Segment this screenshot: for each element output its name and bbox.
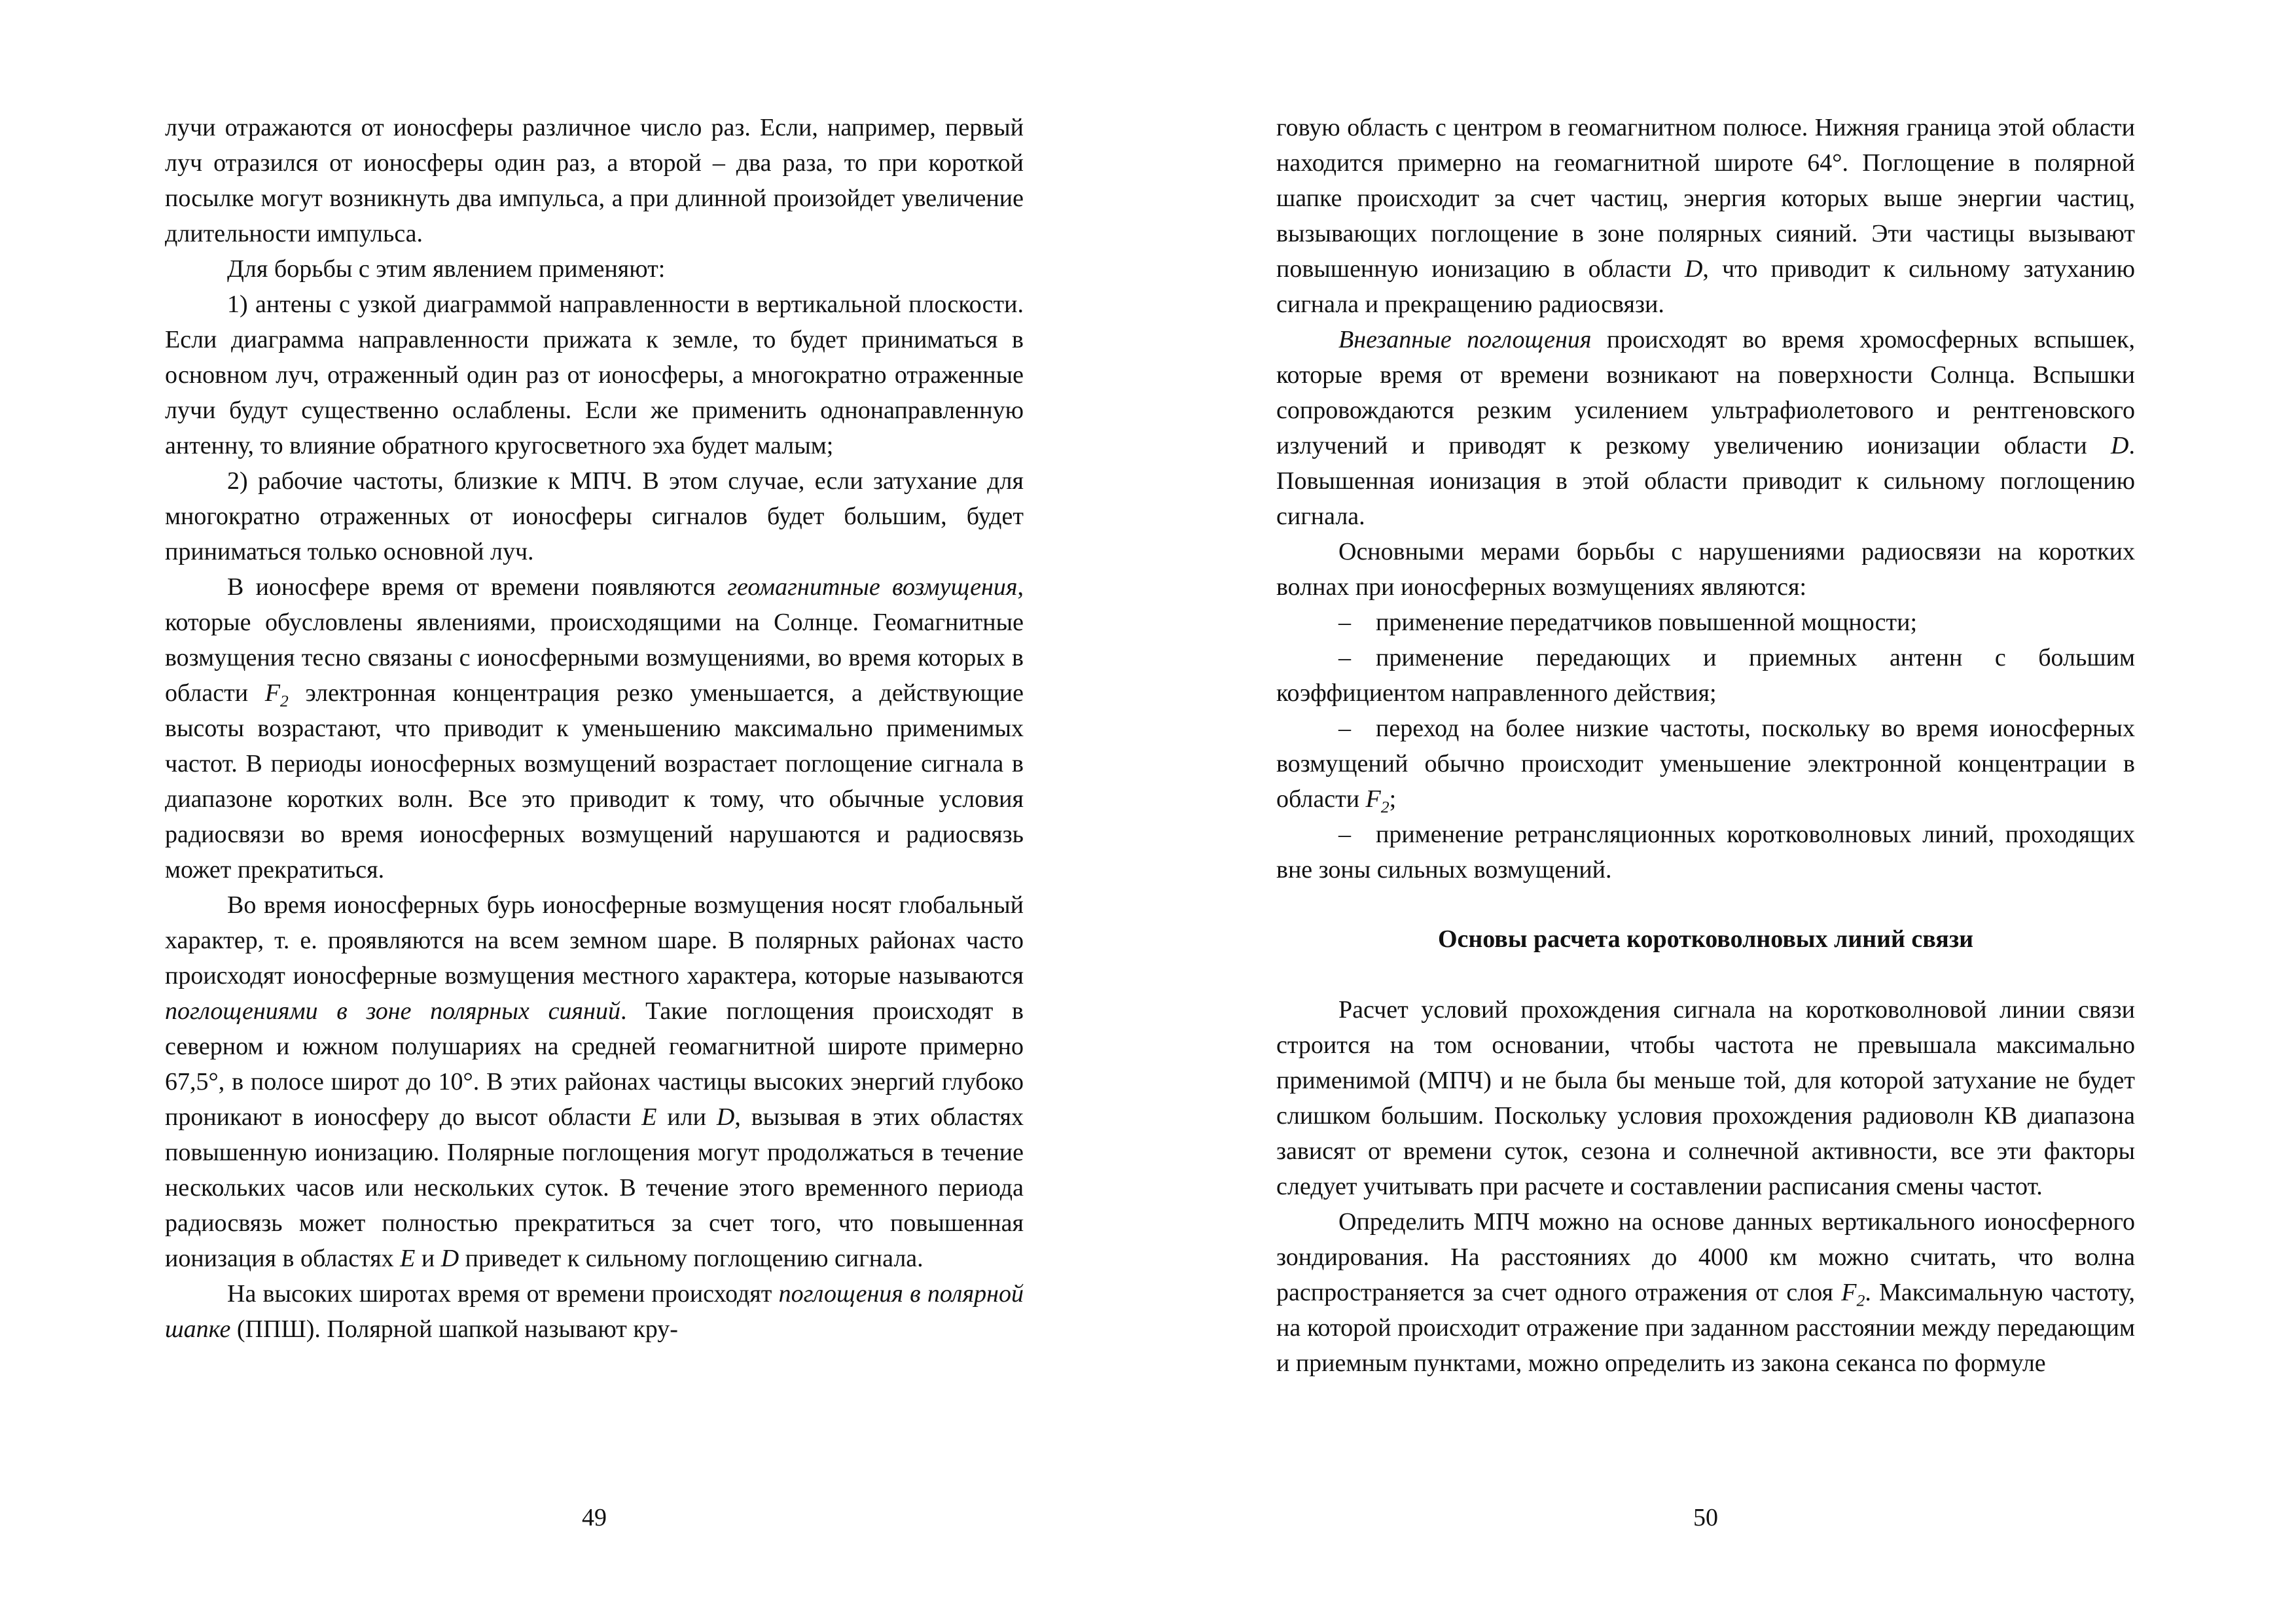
- paragraph: [1276, 534, 2135, 605]
- text-segment: лучи отражаются от ионосферы различное число раз. Если, например, первый луч отразился от ионосферы один раз, а второй – два раза, то при короткой посылке могут возникнуть два импульса, а при длинной произойдет увеличение длительности импульса.: [165, 114, 1024, 247]
- text-segment: Расчет условий прохождения сигнала на коротковолновой линии связи строится на том основании, чтобы частота не превышала максимально применимой (МПЧ) и не была бы меньше той, для которой затухание не будет слишком большим. Поскольку условия прохождения радиоволн КВ диапазона зависят от времени суток, сезона и солнечной активности, все эти факторы следует учитывать при расчете и составлении расписания смены частот.: [1276, 996, 2135, 1200]
- section-heading: [1276, 921, 2135, 957]
- text-segment: – применение ретрансляционных коротковолновых линий, проходящих вне зоны сильных возмущений.: [1276, 821, 2135, 883]
- text-segment: На высоких широтах время от времени происходят: [227, 1280, 779, 1308]
- text-segment: E: [641, 1103, 657, 1131]
- text-segment: (ППШ). Полярной шапкой называют кру-: [230, 1315, 678, 1343]
- paragraph: [165, 1276, 1024, 1347]
- text-segment: поглощениями в зоне полярных сияний: [165, 997, 620, 1025]
- paragraph: [1276, 322, 2135, 534]
- text-segment: D: [1684, 255, 1703, 283]
- paragraph: [1276, 1204, 2135, 1381]
- paragraph: [1276, 110, 2135, 322]
- text-segment: 2: [279, 691, 289, 711]
- text-segment: – переход на более низкие частоты, поскольку во время ионосферных возмущений обычно происходит уменьшение электронной концентрации в области: [1276, 715, 2135, 813]
- text-segment: D: [440, 1245, 459, 1272]
- paragraph: [1276, 605, 2135, 640]
- text-segment: 2: [1856, 1291, 1865, 1310]
- text-segment: D: [716, 1103, 735, 1131]
- text-segment: – применение передатчиков повышенной мощности;: [1338, 609, 1918, 636]
- text-segment: Основы расчета коротковолновых линий связи: [1437, 925, 1974, 953]
- text-segment: приведет к сильному поглощению сигнала.: [459, 1245, 924, 1272]
- text-segment: Для борьбы с этим явлением применяют:: [227, 255, 666, 283]
- paragraph: [1276, 640, 2135, 711]
- page-right: [1148, 0, 2296, 1623]
- text-segment: , что приводит к сильному затуханию сигнала и прекращению радиосвязи.: [1276, 255, 2135, 318]
- text-segment: В ионосфере время от времени появляются: [227, 573, 728, 601]
- text-segment: ;: [1389, 785, 1397, 813]
- text-segment: Основными мерами борьбы с нарушениями радиосвязи на коротких волнах при ионосферных возмущениях являются:: [1276, 538, 2135, 601]
- text-segment: E: [400, 1245, 416, 1272]
- text-segment: Внезапные поглощения: [1338, 326, 1592, 353]
- paragraph: [1276, 711, 2135, 817]
- paragraph: [165, 569, 1024, 887]
- text-segment: F: [1841, 1279, 1857, 1306]
- text-column-left: [165, 110, 1024, 1347]
- text-segment: , которые обусловлены явлениями, происходящими на Солнце. Геомагнитные возмущения тесно связаны с ионосферными возмущениями, во время которых в области: [165, 573, 1024, 707]
- text-segment: F: [1365, 785, 1381, 813]
- page-number-right: 50: [1693, 1504, 1718, 1531]
- text-segment: электронная концентрация резко уменьшается, а действующие высоты возрастают, что приводит к уменьшению максимально применимых частот. В периоды ионосферных возмущений возрастает поглощение сигнала в диапазоне коротких волн. Все это приводит к тому, что обычные условия радиосвязи во время ионосферных возмущений нарушаются и радиосвязь может прекратиться.: [165, 679, 1024, 883]
- text-segment: 2: [1380, 797, 1390, 817]
- paragraph: [165, 463, 1024, 569]
- text-segment: поглощения в полярной шапке: [165, 1280, 1024, 1343]
- page-number-left: 49: [582, 1504, 607, 1531]
- text-segment: геомагнитные возмущения: [727, 573, 1018, 601]
- paragraph: [1276, 992, 2135, 1204]
- text-segment: – применение передающих и приемных антенн с большим коэффициентом направленного действия;: [1276, 644, 2135, 707]
- text-segment: происходят во время хромосферных вспышек, которые время от времени возникают на поверхности Солнца. Вспышки сопровождаются резким усилением ультрафиолетового и рентгеновского излучений и приводят к резкому увеличению ионизации области: [1276, 326, 2135, 459]
- text-segment: . Такие поглощения происходят в северном и южном полушариях на средней геомагнитной широте примерно 67,5°, в полосе широт до 10°. В этих районах частицы высоких энергий глубоко проникают в ионосферу до высот области: [165, 997, 1024, 1131]
- text-segment: или: [656, 1103, 717, 1131]
- paragraph: [165, 251, 1024, 287]
- text-segment: , вызывая в этих областях повышенную ионизацию. Полярные поглощения могут продолжаться в течение нескольких часов или нескольких суток. В течение этого временного периода радиосвязь может полностью прекратиться за счет того, что повышенная ионизация в областях: [165, 1103, 1024, 1272]
- text-segment: 2) рабочие частоты, близкие к МПЧ. В этом случае, если затухание для многократно отраженных от ионосферы сигналов будет большим, будет приниматься только основной луч.: [165, 467, 1024, 565]
- text-segment: D: [2111, 432, 2129, 459]
- text-segment: F: [264, 679, 280, 707]
- text-column-right: [1276, 110, 2135, 1381]
- text-segment: . Максимальную частоту, на которой происходит отражение при заданном расстоянии между передающим и приемным пунктами, можно определить из закона секанса по формуле: [1276, 1279, 2135, 1377]
- paragraph: [165, 287, 1024, 463]
- text-segment: Определить МПЧ можно на основе данных вертикального ионосферного зондирования. На расстояниях до 4000 км можно считать, что волна распространяется за счет одного отражения от слоя: [1276, 1208, 2135, 1306]
- text-segment: Во время ионосферных бурь ионосферные возмущения носят глобальный характер, т. е. проявляются на всем земном шаре. В полярных районах часто происходят ионосферные возмущения местного характера, которые называются: [165, 891, 1024, 990]
- paragraph: [165, 110, 1024, 251]
- paragraph: [165, 887, 1024, 1276]
- text-segment: говую область с центром в геомагнитном полюсе. Нижняя граница этой области находится примерно на геомагнитной широте 64°. Поглощение в полярной шапке происходит за счет частиц, энергия которых выше энергии частиц, вызывающих поглощение в зоне полярных сияний. Эти частицы вызывают повышенную ионизацию в области: [1276, 114, 2135, 283]
- text-segment: 1) антены с узкой диаграммой направленности в вертикальной плоскости. Если диаграмма направленности прижата к земле, то будет приниматься в основном луч, отраженный один раз от ионосферы, а многократно отраженные лучи будут существенно ослаблены. Если же применить однонаправленную антенну, то влияние обратного кругосветного эха будет малым;: [165, 291, 1024, 459]
- paragraph: [1276, 817, 2135, 887]
- text-segment: . Повышенная ионизация в этой области приводит к сильному поглощению сигнала.: [1276, 432, 2135, 530]
- text-segment: и: [415, 1245, 441, 1272]
